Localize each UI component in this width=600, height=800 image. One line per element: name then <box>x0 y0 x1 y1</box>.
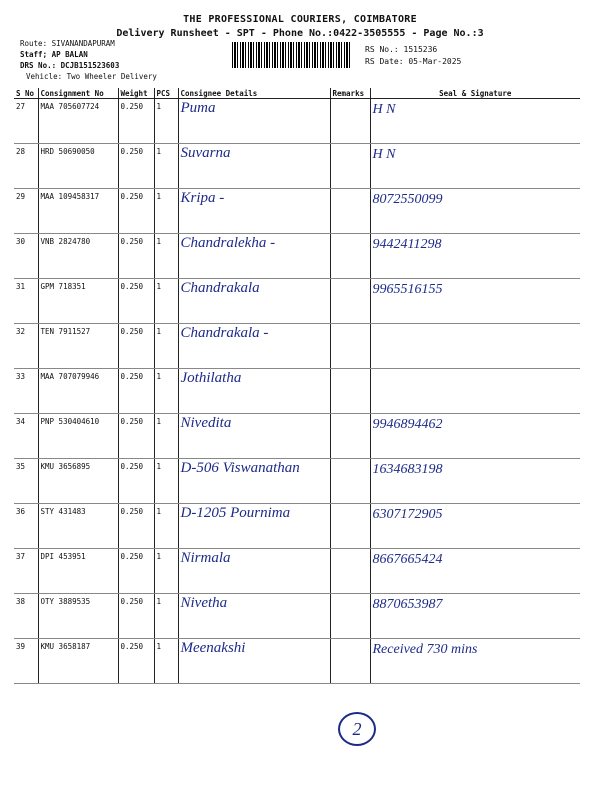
row-consignee <box>178 549 330 594</box>
row-sno-text: 32 <box>16 327 26 336</box>
row-consignment-text: OTY 3889535 <box>40 597 91 606</box>
row-signature-text: H N <box>372 102 396 117</box>
col-pcs: PCS <box>154 88 178 99</box>
table-row <box>14 144 580 189</box>
row-consignment-text: HRD 50690050 <box>40 147 95 156</box>
row-sno-text: 36 <box>16 507 26 516</box>
row-consignment-text: MAA 109458317 <box>40 192 100 201</box>
row-consignment-text: MAA 705607724 <box>40 102 100 111</box>
row-consignee <box>178 369 330 414</box>
col-sno: S No <box>14 88 38 99</box>
row-pcs-text: 1 <box>156 237 162 246</box>
row-pcs-text: 1 <box>156 507 162 516</box>
row-signature-text: 9965516155 <box>372 282 443 297</box>
row-consignment <box>38 369 118 414</box>
row-signature-text: 9442411298 <box>372 237 442 252</box>
row-pcs <box>154 279 178 324</box>
col-remarks: Remarks <box>330 88 370 99</box>
row-pcs <box>154 99 178 144</box>
row-consignee <box>178 594 330 639</box>
row-weight <box>118 594 154 639</box>
row-sno-text: 31 <box>16 282 26 291</box>
row-sno-text: 35 <box>16 462 26 471</box>
table-row <box>14 99 580 144</box>
row-consignee <box>178 189 330 234</box>
row-consignment <box>38 144 118 189</box>
row-consignment-text: MAA 707079946 <box>40 372 100 381</box>
row-sno <box>14 99 38 144</box>
row-weight <box>118 99 154 144</box>
row-weight <box>118 549 154 594</box>
row-consignee-text: Puma <box>180 100 216 116</box>
drs-number: DRS No.: DCJB151523603 <box>20 61 120 70</box>
table-row <box>14 504 580 549</box>
row-sno <box>14 369 38 414</box>
row-signature-text: 6307172905 <box>372 507 443 522</box>
row-pcs-text: 1 <box>156 552 162 561</box>
row-pcs <box>154 144 178 189</box>
row-consignee <box>178 279 330 324</box>
row-weight-text: 0.250 <box>120 147 144 156</box>
row-weight-text: 0.250 <box>120 462 144 471</box>
row-weight <box>118 639 154 684</box>
row-sno <box>14 189 38 234</box>
row-sno-text: 37 <box>16 552 26 561</box>
row-sno <box>14 549 38 594</box>
row-consignee-text: Nivetha <box>180 595 228 611</box>
rs-number: RS No.: 1515236 <box>365 45 438 54</box>
row-consignment <box>38 414 118 459</box>
table-row <box>14 234 580 279</box>
row-pcs-text: 1 <box>156 642 162 651</box>
row-signature <box>370 144 580 189</box>
row-consignee <box>178 144 330 189</box>
row-pcs-text: 1 <box>156 462 162 471</box>
row-pcs-text: 1 <box>156 417 162 426</box>
row-weight <box>118 369 154 414</box>
row-weight-text: 0.250 <box>120 642 144 651</box>
row-sno-text: 34 <box>16 417 26 426</box>
row-remarks <box>330 549 370 594</box>
table-row <box>14 189 580 234</box>
row-signature-text: H N <box>372 147 396 162</box>
row-consignee <box>178 324 330 369</box>
row-remarks <box>330 459 370 504</box>
row-consignee-text: D-1205 Pournima <box>180 505 291 521</box>
table-row <box>14 549 580 594</box>
row-consignment-text: DPI 453951 <box>40 552 86 561</box>
staff-label: Staff; AP BALAN <box>20 50 88 59</box>
row-consignee-text: Chandrakala <box>180 280 260 296</box>
row-weight <box>118 189 154 234</box>
table-row <box>14 594 580 639</box>
row-pcs-text: 1 <box>156 192 162 201</box>
row-weight <box>118 324 154 369</box>
row-weight-text: 0.250 <box>120 282 144 291</box>
row-consignment <box>38 594 118 639</box>
row-consignee-text: Jothilatha <box>180 370 242 386</box>
row-pcs <box>154 459 178 504</box>
row-pcs-text: 1 <box>156 372 162 381</box>
row-remarks <box>330 639 370 684</box>
route-label: Route: SIVANANDAPURAM <box>20 39 115 48</box>
table-row <box>14 459 580 504</box>
row-signature <box>370 234 580 279</box>
row-consignment-text: KMU 3658187 <box>40 642 91 651</box>
row-signature <box>370 414 580 459</box>
table-row <box>14 279 580 324</box>
row-consignment <box>38 504 118 549</box>
row-consignee-text: Meenakshi <box>180 640 246 656</box>
row-consignee <box>178 414 330 459</box>
row-weight <box>118 144 154 189</box>
row-pcs-text: 1 <box>156 282 162 291</box>
row-signature <box>370 189 580 234</box>
row-consignee-text: D-506 Viswanathan <box>180 460 300 476</box>
barcode-image <box>232 42 352 68</box>
row-consignment-text: PNP 530404610 <box>40 417 100 426</box>
row-sno <box>14 144 38 189</box>
row-remarks <box>330 144 370 189</box>
row-consignment-text: VNB 2824780 <box>40 237 91 246</box>
row-pcs <box>154 369 178 414</box>
row-remarks <box>330 369 370 414</box>
row-signature <box>370 594 580 639</box>
row-consignee-text: Suvarna <box>180 145 231 161</box>
row-sno <box>14 324 38 369</box>
col-signature: Seal & Signature <box>370 88 580 99</box>
row-consignee-text: Nivedita <box>180 415 232 431</box>
row-consignee <box>178 99 330 144</box>
rs-info <box>365 44 461 68</box>
row-pcs <box>154 324 178 369</box>
row-consignee-text: Chandrakala - <box>180 325 269 341</box>
row-consignee <box>178 639 330 684</box>
row-sno-text: 27 <box>16 102 26 111</box>
row-weight-text: 0.250 <box>120 417 144 426</box>
vehicle-label: Vehicle: Two Wheeler Delivery <box>26 72 157 81</box>
row-weight-text: 0.250 <box>120 552 144 561</box>
row-signature-text: 8870653987 <box>372 597 443 612</box>
table-header-row <box>14 88 580 99</box>
row-pcs-text: 1 <box>156 597 162 606</box>
row-weight <box>118 504 154 549</box>
row-pcs <box>154 189 178 234</box>
row-consignee-text: Nirmala <box>180 550 231 566</box>
col-consignee: Consignee Details <box>178 88 330 99</box>
row-consignment-text: TEN 7911527 <box>40 327 91 336</box>
row-remarks <box>330 414 370 459</box>
row-sno-text: 38 <box>16 597 26 606</box>
row-pcs <box>154 549 178 594</box>
row-sno <box>14 234 38 279</box>
row-weight-text: 0.250 <box>120 237 144 246</box>
col-weight: Weight <box>118 88 154 99</box>
row-weight-text: 0.250 <box>120 102 144 111</box>
row-remarks <box>330 279 370 324</box>
row-remarks <box>330 504 370 549</box>
row-sno <box>14 639 38 684</box>
row-pcs-text: 1 <box>156 327 162 336</box>
row-weight-text: 0.250 <box>120 192 144 201</box>
row-sno-text: 28 <box>16 147 26 156</box>
page-mark: 2 <box>338 712 376 746</box>
row-pcs-text: 1 <box>156 102 162 111</box>
row-consignment <box>38 549 118 594</box>
row-consignment <box>38 189 118 234</box>
table-row <box>14 414 580 459</box>
row-signature-text: 9946894462 <box>372 417 443 432</box>
row-pcs <box>154 414 178 459</box>
row-signature-text: Received 730 mins <box>372 642 478 657</box>
row-weight-text: 0.250 <box>120 507 144 516</box>
row-consignee <box>178 459 330 504</box>
row-consignee-text: Chandralekha - <box>180 235 276 251</box>
row-consignment <box>38 324 118 369</box>
row-remarks <box>330 189 370 234</box>
row-sno-text: 33 <box>16 372 26 381</box>
row-signature <box>370 504 580 549</box>
row-weight-text: 0.250 <box>120 372 144 381</box>
row-consignment-text: KMU 3656895 <box>40 462 91 471</box>
row-pcs-text: 1 <box>156 147 162 156</box>
table-row <box>14 639 580 684</box>
row-signature <box>370 99 580 144</box>
row-remarks <box>330 99 370 144</box>
row-consignment-text: GPM 718351 <box>40 282 86 291</box>
row-sno-text: 29 <box>16 192 26 201</box>
row-sno <box>14 504 38 549</box>
col-consignment: Consignment No <box>38 88 118 99</box>
runsheet-title: Delivery Runsheet - SPT - Phone No.:0422-3505555 - Page No.:3 <box>116 28 484 39</box>
row-remarks <box>330 324 370 369</box>
row-sno <box>14 594 38 639</box>
row-remarks <box>330 234 370 279</box>
row-consignment <box>38 99 118 144</box>
row-weight <box>118 234 154 279</box>
row-sno-text: 39 <box>16 642 26 651</box>
row-remarks <box>330 594 370 639</box>
row-sno <box>14 279 38 324</box>
row-signature-text: 8072550099 <box>372 192 443 207</box>
row-consignment-text: STY 431483 <box>40 507 86 516</box>
row-signature <box>370 459 580 504</box>
row-signature <box>370 549 580 594</box>
row-weight <box>118 459 154 504</box>
rs-date: RS Date: 05-Mar-2025 <box>365 57 462 66</box>
row-weight-text: 0.250 <box>120 597 144 606</box>
company-name: THE PROFESSIONAL COURIERS, COIMBATORE <box>183 14 417 25</box>
row-signature <box>370 279 580 324</box>
row-pcs <box>154 594 178 639</box>
row-consignment <box>38 234 118 279</box>
seal-stamp <box>400 352 550 388</box>
row-weight <box>118 414 154 459</box>
row-sno <box>14 459 38 504</box>
row-consignee <box>178 234 330 279</box>
row-consignee <box>178 504 330 549</box>
row-pcs <box>154 504 178 549</box>
row-signature <box>370 639 580 684</box>
row-weight <box>118 279 154 324</box>
row-consignee-text: Kripa - <box>180 190 225 206</box>
row-consignment <box>38 279 118 324</box>
row-consignment <box>38 459 118 504</box>
row-weight-text: 0.250 <box>120 327 144 336</box>
row-sno <box>14 414 38 459</box>
row-sno-text: 30 <box>16 237 26 246</box>
row-consignment <box>38 639 118 684</box>
row-pcs <box>154 639 178 684</box>
row-pcs <box>154 234 178 279</box>
row-signature-text: 1634683198 <box>372 462 443 477</box>
row-signature-text: 8667665424 <box>372 552 443 567</box>
